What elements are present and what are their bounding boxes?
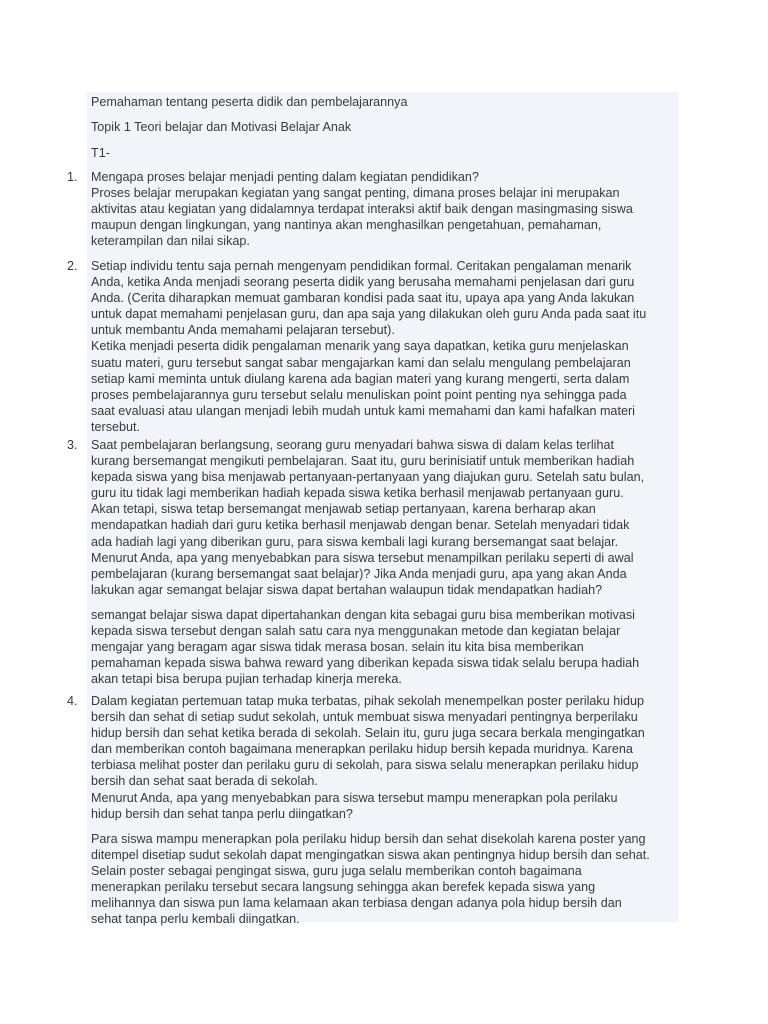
item-number: 1. [67,170,78,184]
item-paragraph: Saat pembelajaran berlangsung, seorang guru menyadari bahwa siswa di dalam kelas terlihat kurang bersemangat mengikuti pembelajaran. Saat itu, guru berinisiatif untuk memberikan hadiah kepada siswa yang bisa menjawab pertanyaan-pertanyaan yang diajukan guru. Setelah satu bulan, guru itu tidak lagi memberikan hadiah kepada siswa ketika berhasil menjawab pertanyaan guru. Akan tetapi, siswa tetap bersemangat menjawab setiap pertanyaan, karena berharap akan mendapatkan hadiah dari guru ketika berhasil menjawab dengan benar. Setelah menyadari tidak ada hadiah lagi yang diberikan guru, para siswa kembali lagi kurang bersemangat saat belajar. Menurut Anda, apa yang menyebabkan para siswa tersebut menampilkan perilaku seperti di awal pembelajaran (kurang bersemangat saat belajar)? Jika Anda menjadi guru, apa yang akan Anda lakukan agar semangat belajar siswa dapat bertahan walaupun tidak mendapatkan hadiah? [91,438,645,597]
item-number: 4. [67,694,78,708]
item-answer: Para siswa mampu menerapkan pola perilaku hidup bersih dan sehat disekolah karena poster yang ditempel disetiap sudut sekolah dapat mengingatkan siswa akan pentingnya hidup bersih dan sehat. Selain poster sebagai pengingat siswa, guru juga selalu memberikan contoh bagaimana menerapkan perilaku tersebut secara langsung sehingga akan berefek kepada siswa yang melihannya dan siswa pun lama kelamaan akan terbiasa dengan adanya pola hidup bersih dan sehat tanpa perlu kembali diingatkan. [91,831,650,927]
item-paragraph: Setiap individu tentu saja pernah mengenyam pendidikan formal. Ceritakan pengalaman menarik Anda, ketika Anda menjadi seorang peserta didik yang berusaha memahami penjelasan dari guru Anda. (Cerita diharapkan memuat gambaran kondisi pada saat itu, upaya apa yang Anda lakukan untuk dapat memahami penjelasan guru, dan apa saja yang dilakukan oleh guru Anda pada saat itu untuk membantu Anda memahami pelajaran tersebut). Ketika menjadi peserta didik pengalaman menarik yang saya dapatkan, ketika guru menjelaskan suatu materi, guru tersebut sangat sabar mengajarkan kami dan selalu mengulang pembelajaran setiap kami meminta untuk diulang karena ada bagian materi yang kurang mengerti, serta dalam proses pembelajarannya guru tersebut selalu menuliskan point point penting nya sehingga pada saat evaluasi atau ulangan menjadi lebih mudah untuk kami memahami dan kami hafalkan materi tersebut. [91,259,647,434]
document-title: Pemahaman tentang peserta didik dan pembelajarannya [91,95,408,109]
item-answer: semangat belajar siswa dapat dipertahankan dengan kita sebagai guru bisa memberikan motivasi kepada siswa tersebut dengan salah satu cara nya menggunakan metode dan kegiatan belajar mengajar yang beragam agar siswa tidak merasa bosan. selain itu kita bisa memberikan pemahaman kepada siswa bahwa reward yang diberikan kepada siswa tidak selalu berupa hadiah akan tetapi bisa berupa pujian terhadap kinerja mereka. [91,607,640,687]
topic-line: Topik 1 Teori belajar dan Motivasi Belajar Anak [91,120,352,134]
item-paragraph: Mengapa proses belajar menjadi penting dalam kegiatan pendidikan? Proses belajar merupakan kegiatan yang sangat penting, dimana proses belajar ini merupakan aktivitas atau kegiatan yang didalamnya terdapat interaksi aktif baik dengan masingmasing siswa maupun dengan lingkungan, yang nantinya akan menghasilkan pengetahuan, pemahaman, keterampilan dan nilai sikap. [91,170,633,249]
item-number: 2. [67,259,78,273]
task-code: T1- [91,146,110,160]
item-number: 3. [67,438,78,452]
item-paragraph: Dalam kegiatan pertemuan tatap muka terbatas, pihak sekolah menempelkan poster perilaku hidup bersih dan sehat di setiap sudut sekolah, untuk membuat siswa menyadari pentingnya berperilaku hidup bersih dan sehat ketika berada di sekolah. Selain itu, guru juga secara berkala mengingatkan dan memberikan contoh bagaimana menerapkan perilaku hidup bersih kepada muridnya. Karena terbiasa melihat poster dan perilaku guru di sekolah, para siswa selalu menerapkan perilaku hidup bersih dan sehat saat berada di sekolah. Menurut Anda, apa yang menyebabkan para siswa tersebut mampu menerapkan pola perilaku hidup bersih dan sehat tanpa perlu diingatkan? [91,694,645,821]
